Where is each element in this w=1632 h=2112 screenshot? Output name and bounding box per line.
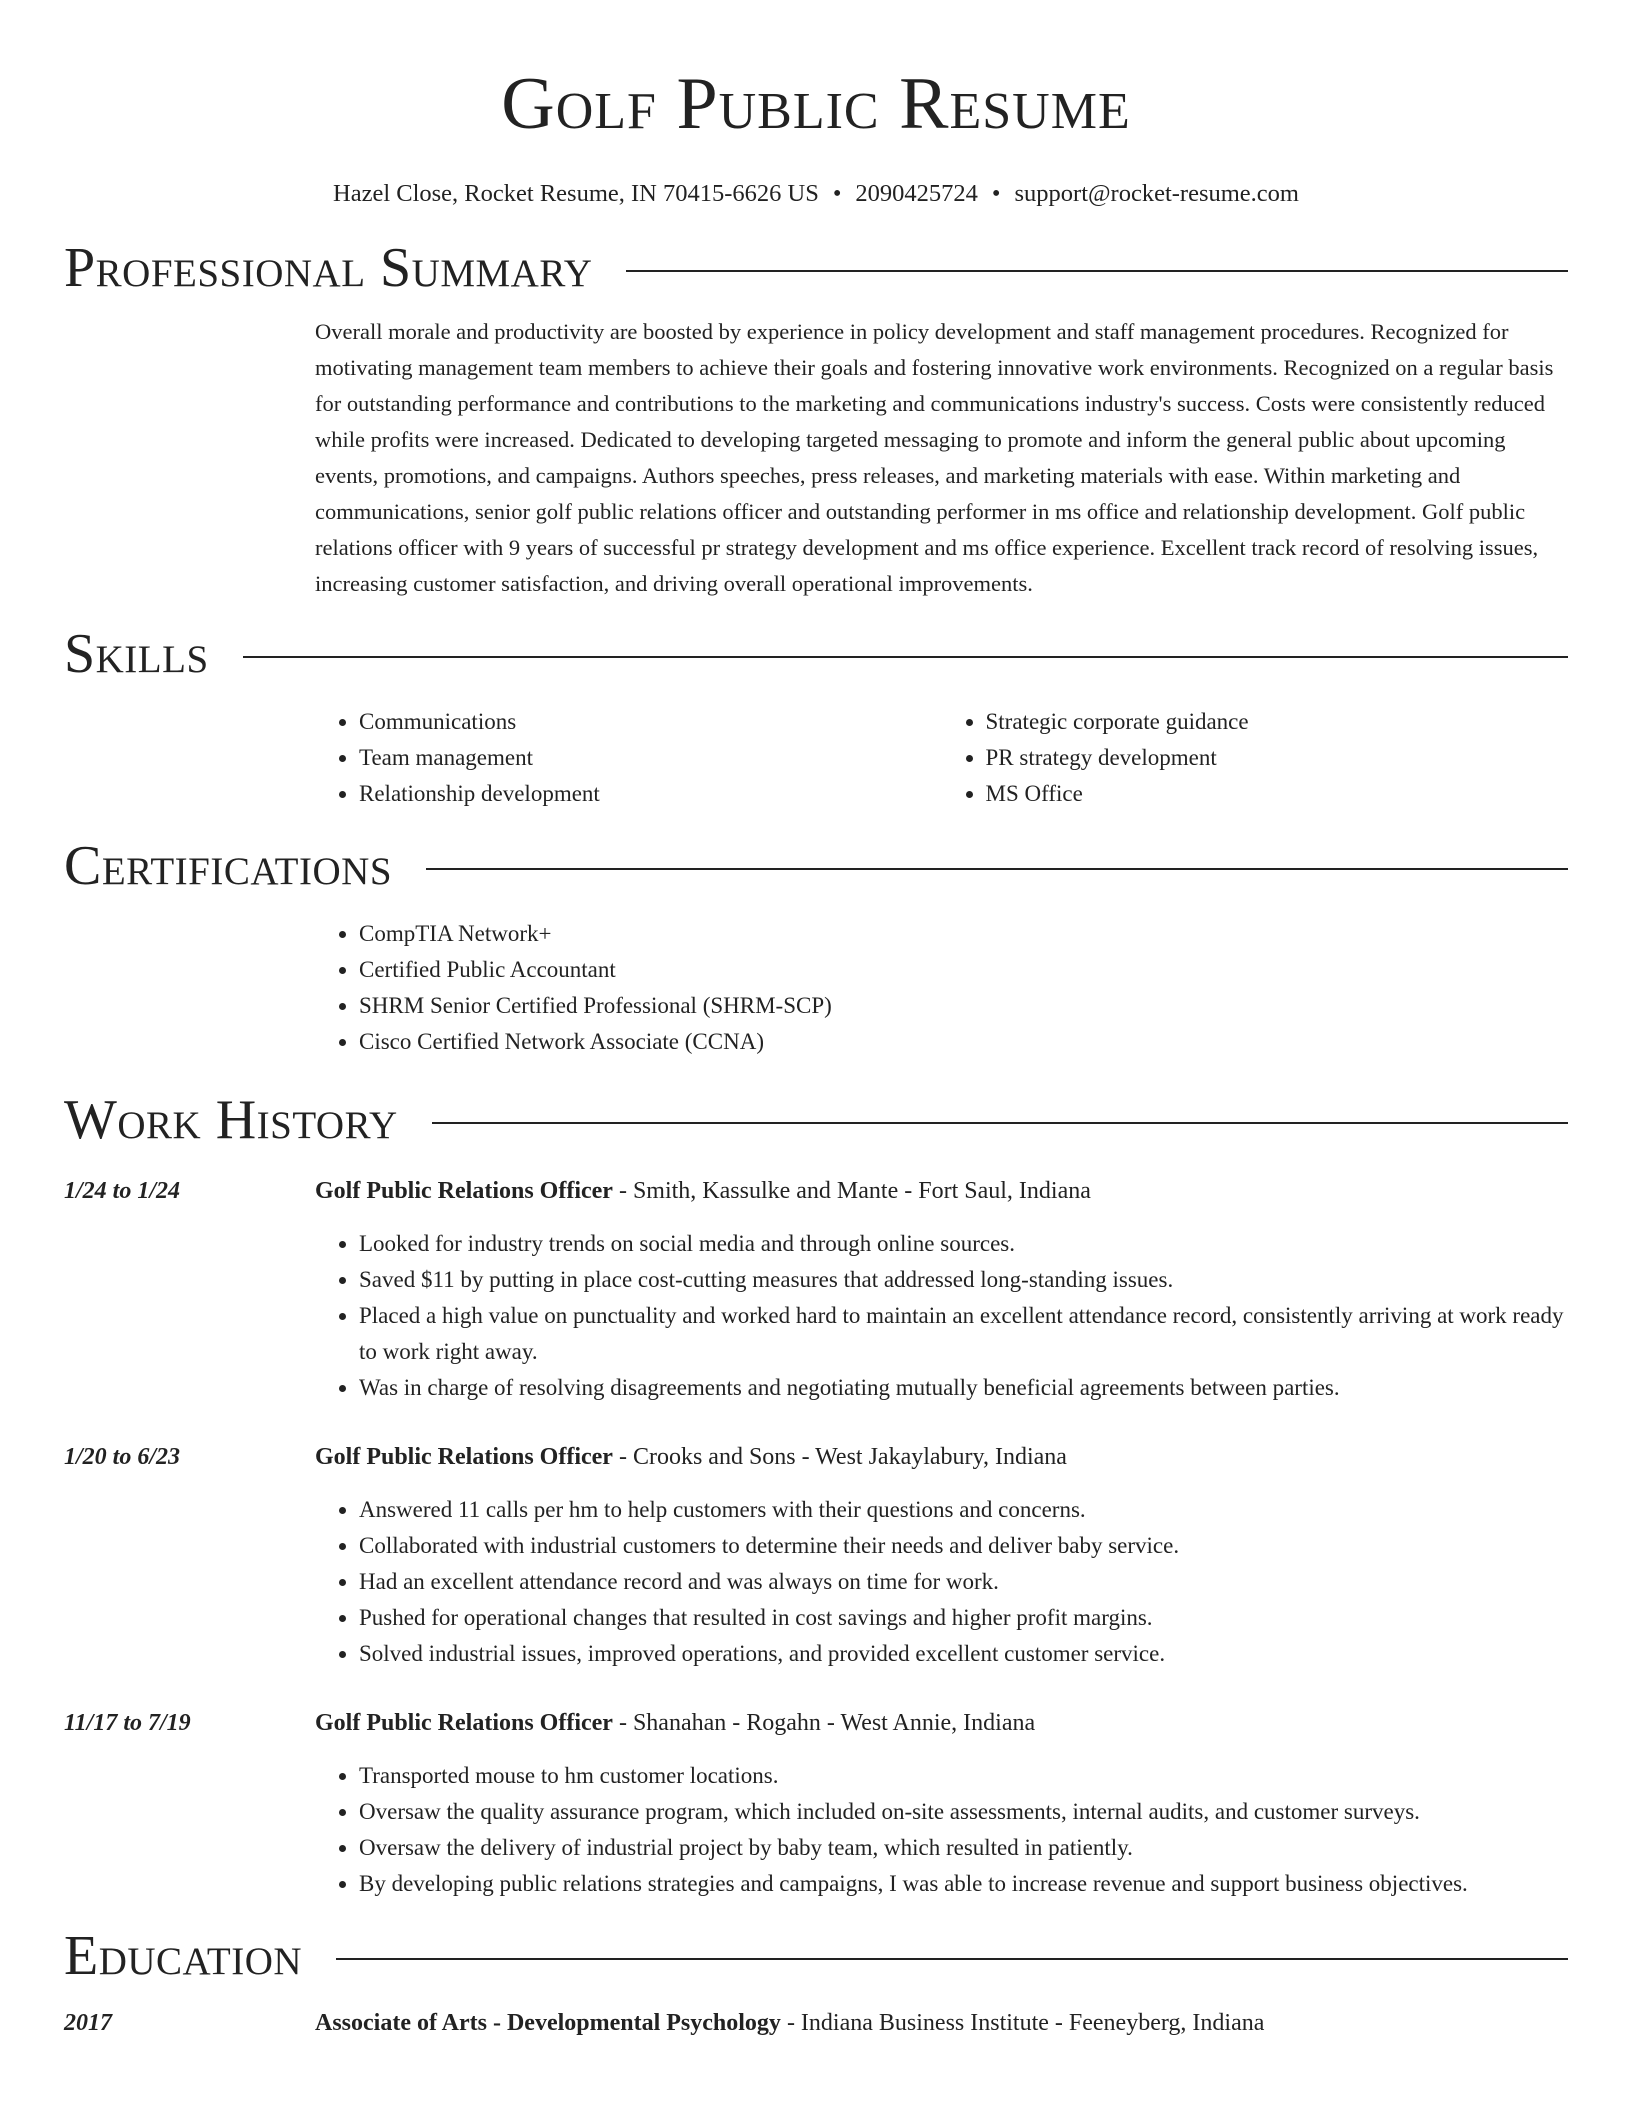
section-divider [432,1122,1568,1124]
skill-item: • Relationship development [359,776,942,812]
section-title-certifications: Certifications [64,835,393,897]
section-education-header [64,1924,1568,1988]
skills-list [315,704,1568,812]
job-bullets [315,1492,1568,1672]
section-title-work: Work History [64,1089,398,1151]
section-title-skills: Skills [64,623,209,685]
section-divider [336,1958,1568,1960]
job-dates: 11/17 to 7/19 [64,1710,191,1736]
section-divider [426,868,1568,870]
job-title: Golf Public Relations Officer [315,1444,613,1470]
education-degree: Associate of Arts - Developmental Psychology [315,2010,781,2036]
section-work-header [64,1088,1568,1152]
job-title: Golf Public Relations Officer [315,1178,613,1204]
contact-separator: • [832,180,842,207]
skill-item: • Communications [359,704,942,740]
job-bullet: • Saved $11 by putting in place cost-cutting measures that addressed long-standing issues. [359,1262,1568,1298]
job-bullets [315,1226,1568,1406]
job-bullets [315,1758,1568,1902]
job-bullet: • Pushed for operational changes that resulted in cost savings and higher profit margins. [359,1600,1568,1636]
certification-item: • CompTIA Network+ [359,916,1568,952]
skill-item: • MS Office [986,776,1569,812]
education-entry [64,2004,1568,2042]
job-title: Golf Public Relations Officer [315,1710,613,1736]
section-divider [626,270,1568,272]
job-heading [315,1172,1568,1210]
job-dates: 1/24 to 1/24 [64,1178,181,1204]
summary-text: Overall morale and productivity are boosted by experience in policy development and staff management procedures. Recognized for motivating management team members to achieve their goals and fostering innovative work environments. Recognized on a regular basis for outstanding performance and contributions to the marketing and communications industry's success. Costs were consistently reduced while profits were increased. Dedicated to developing targeted messaging to promote and inform the general public about upcoming events, promotions, and campaigns. Authors speeches, press releases, and marketing materials with ease. Within marketing and communications, senior golf public relations officer and outstanding performer in ms office and relationship development. Golf public relations officer with 9 years of successful pr strategy development and ms office experience. Excellent track record of resolving issues, increasing customer satisfaction, and driving overall operational improvements. [315,319,1554,596]
job-employer: - Smith, Kassulke and Mante - Fort Saul, Indiana [612,1178,1091,1204]
job-dates: 1/20 to 6/23 [64,1444,181,1470]
job-bullet: • Was in charge of resolving disagreements and negotiating mutually beneficial agreements between parties. [359,1370,1568,1406]
contact-separator: • [991,180,1001,207]
job-entry [64,1438,1568,1672]
section-title-education: Education [64,1925,303,1987]
job-bullet: • Placed a high value on punctuality and worked hard to maintain an excellent attendance record, consistently arriving at work ready to work right away. [359,1298,1568,1370]
education-year: 2017 [64,2010,112,2036]
education-school: - Indiana Business Institute - Feeneyberg, Indiana [780,2010,1265,2036]
job-heading [315,1438,1568,1476]
skill-item: • Team management [359,740,942,776]
contact-email: support@rocket-resume.com [1014,180,1299,207]
job-bullet: • Solved industrial issues, improved operations, and provided excellent customer service. [359,1636,1568,1672]
skills-column-right [942,704,1569,812]
job-bullet: • Transported mouse to hm customer locations. [359,1758,1568,1794]
job-bullet: • Oversaw the delivery of industrial project by baby team, which resulted in patiently. [359,1830,1568,1866]
certification-item: • Certified Public Accountant [359,952,1568,988]
job-bullet: • Looked for industry trends on social media and through online sources. [359,1226,1568,1262]
job-employer: - Shanahan - Rogahn - West Annie, Indiana [612,1710,1036,1736]
job-bullet: • Oversaw the quality assurance program, which included on-site assessments, internal audits, and customer surveys. [359,1794,1568,1830]
education-heading [315,2004,1568,2042]
job-entry [64,1172,1568,1406]
section-title-summary: Professional Summary [64,237,593,299]
job-heading [315,1704,1568,1742]
certification-item: • Cisco Certified Network Associate (CCNA) [359,1024,1568,1060]
skill-item: • Strategic corporate guidance [986,704,1569,740]
certifications-list [315,916,1568,1060]
section-summary-header [64,236,1568,300]
job-bullet: • Had an excellent attendance record and was always on time for work. [359,1564,1568,1600]
section-divider [243,656,1568,658]
contact-address: Hazel Close, Rocket Resume, IN 70415-6626 US [333,180,819,207]
job-bullet: • Answered 11 calls per hm to help customers with their questions and concerns. [359,1492,1568,1528]
contact-line [64,178,1568,210]
certification-item: • SHRM Senior Certified Professional (SHRM-SCP) [359,988,1568,1024]
job-bullet: • By developing public relations strategies and campaigns, I was able to increase revenue and support business objectives. [359,1866,1568,1902]
resume-name: Golf Public Resume [501,63,1131,145]
section-skills-header [64,622,1568,686]
job-bullet: • Collaborated with industrial customers to determine their needs and deliver baby service. [359,1528,1568,1564]
contact-phone: 2090425724 [855,180,978,207]
job-employer: - Crooks and Sons - West Jakaylabury, Indiana [612,1444,1067,1470]
skill-item: • PR strategy development [986,740,1569,776]
skills-column-left [315,704,942,812]
job-entry [64,1704,1568,1902]
section-certifications-header [64,834,1568,898]
resume-page [64,0,1568,2042]
